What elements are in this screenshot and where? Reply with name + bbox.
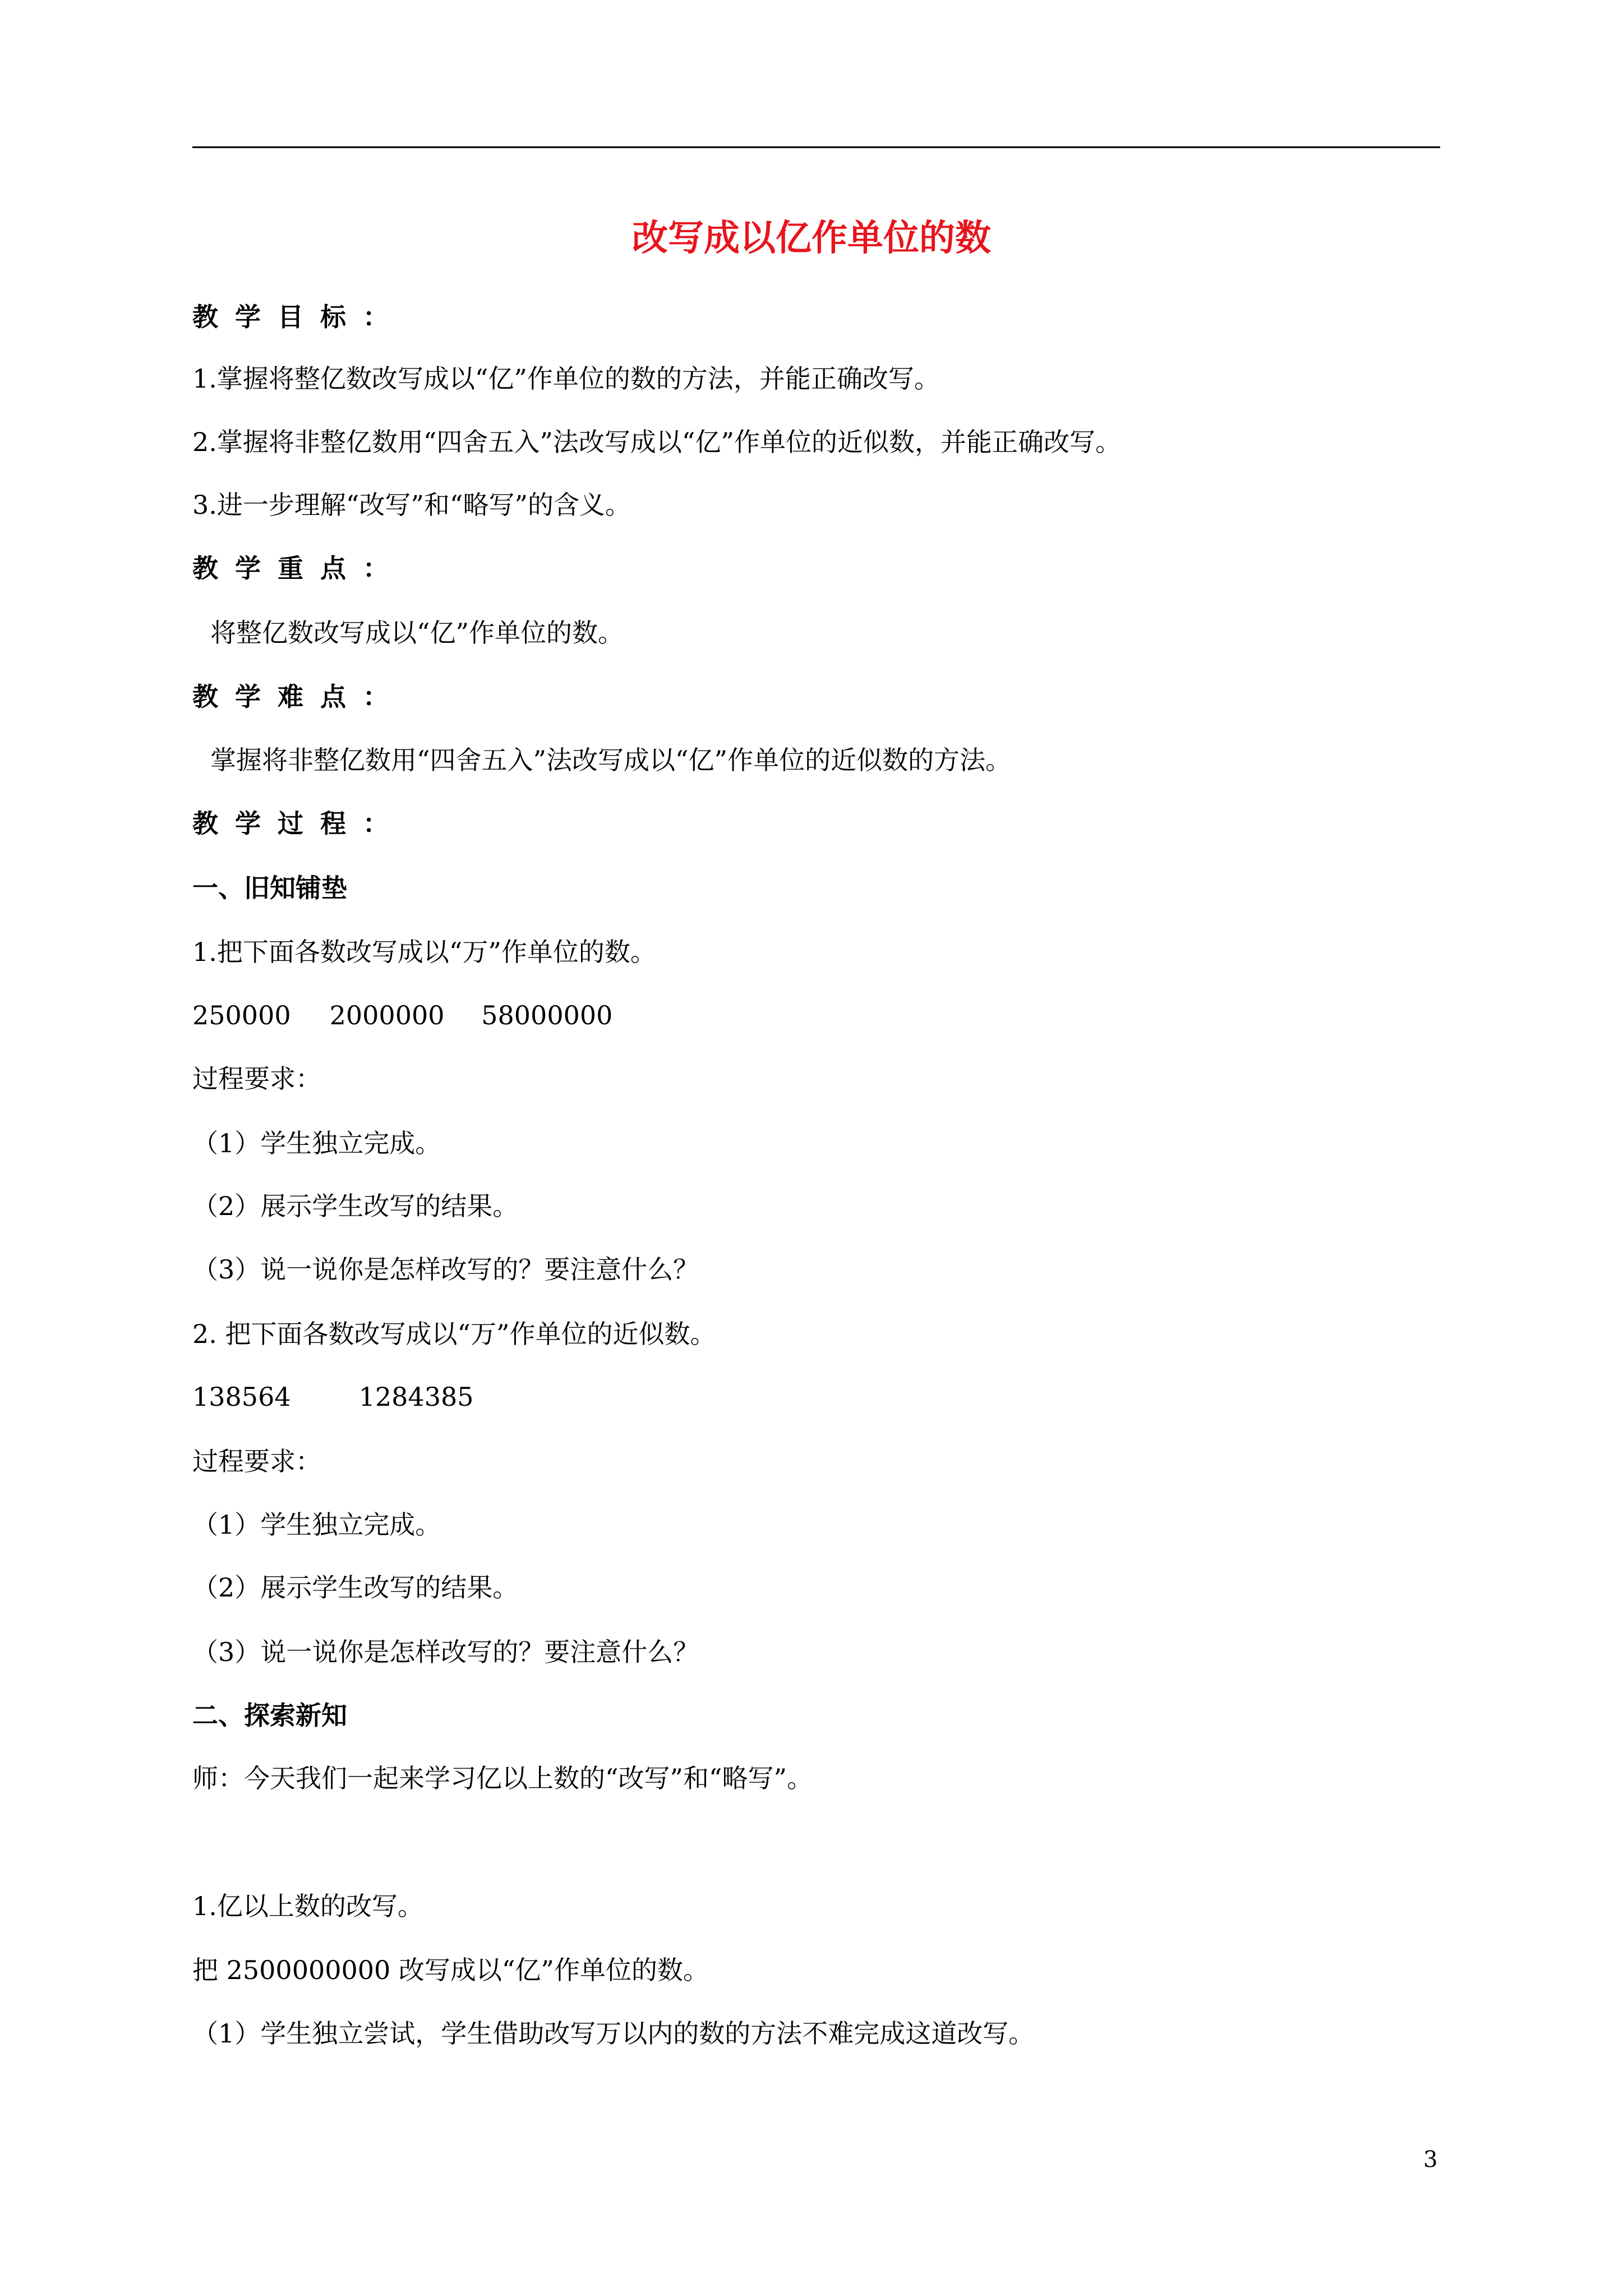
number-item: 1284385 [358,1382,474,1412]
exercise-1-prompt: 1.把下面各数改写成以“万”作单位的数。 [192,937,656,967]
number-item: 2000000 [329,1000,445,1030]
requirement-item: （2）展示学生改写的结果。 [192,1572,519,1603]
header-rule [192,146,1440,148]
requirement-item: （3）说一说你是怎样改写的？要注意什么？ [192,1637,699,1667]
document-title: 改写成以亿作单位的数 [632,218,991,259]
requirement-item: （3）说一说你是怎样改写的？要注意什么？ [192,1254,699,1285]
goal-item-1: 1.掌握将整亿数改写成以“亿”作单位的数的方法，并能正确改写。 [192,364,940,394]
requirement-item: （1）学生独立完成。 [192,1128,441,1158]
key-point-text: 将整亿数改写成以“亿”作单位的数。 [210,618,624,648]
exercise-2-numbers [192,1380,474,1414]
task-prompt: 把 2500000000 改写成以“亿”作单位的数。 [192,1955,709,1985]
number-item: 58000000 [481,1000,613,1030]
number-item: 138564 [192,1382,291,1412]
heading-teaching-goals: 教学目标： [192,302,405,332]
exercise-2-prompt: 2. 把下面各数改写成以“万”作单位的近似数。 [192,1319,716,1349]
subsection-heading: 1.亿以上数的改写。 [192,1891,423,1921]
heading-process: 教学过程： [192,808,405,839]
process-requirements-label: 过程要求： [192,1064,321,1094]
exercise-1-numbers [192,999,612,1032]
teacher-intro: 师：今天我们一起来学习亿以上数的“改写”和“略写”。 [192,1763,813,1793]
number-item: 250000 [192,1000,291,1030]
difficulty-text: 掌握将非整亿数用“四舍五入”法改写成以“亿”作单位的近似数的方法。 [210,745,1012,775]
process-requirements-label: 过程要求： [192,1446,321,1476]
heading-difficulties: 教学难点： [192,682,405,712]
heading-key-points: 教学重点： [192,553,405,583]
page-number: 3 [1423,2147,1438,2173]
requirement-item: （2）展示学生改写的结果。 [192,1191,519,1221]
section-heading-review: 一、旧知铺垫 [192,873,347,903]
task-step: （1）学生独立尝试，学生借助改写万以内的数的方法不难完成这道改写。 [192,2018,1035,2049]
requirement-item: （1）学生独立完成。 [192,1510,441,1540]
goal-item-3: 3.进一步理解“改写”和“略写”的含义。 [192,490,631,520]
section-heading-explore: 二、探索新知 [192,1700,347,1731]
goal-item-2: 2.掌握将非整亿数用“四舍五入”法改写成以“亿”作单位的近似数，并能正确改写。 [192,427,1121,457]
